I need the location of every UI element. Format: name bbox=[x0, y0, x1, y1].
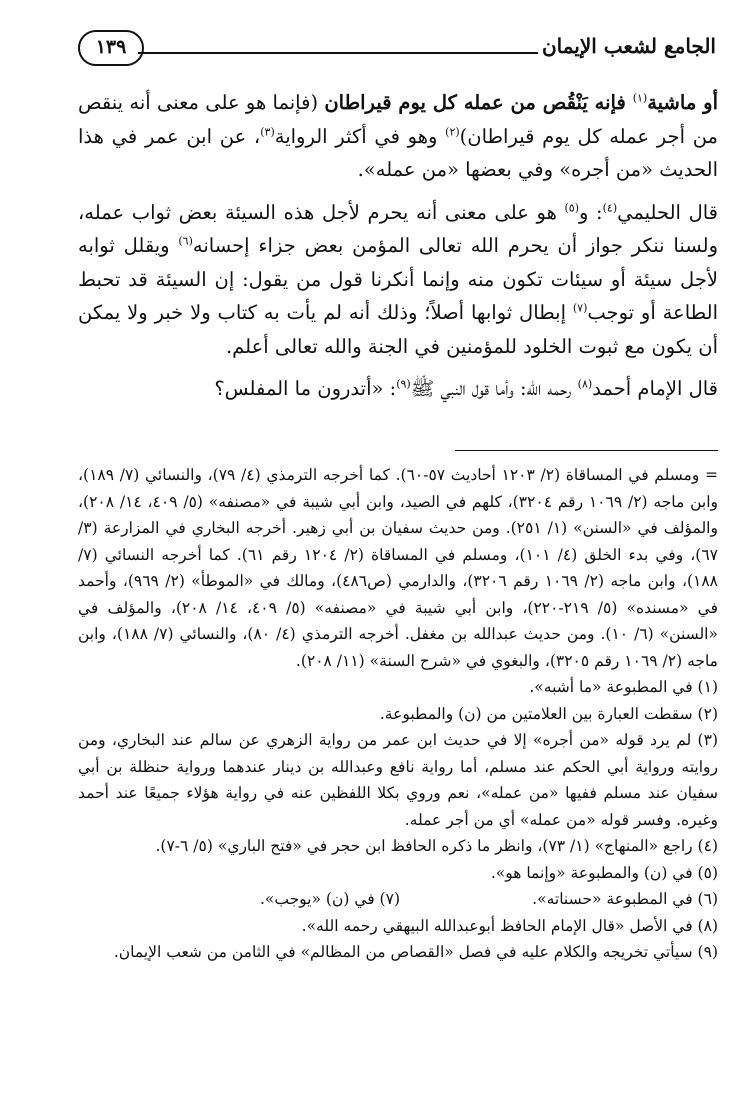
commentary-text: وهو في أكثر الرواية bbox=[274, 124, 446, 148]
footnotes bbox=[78, 462, 718, 966]
footnote-ref: (٥) bbox=[564, 201, 579, 214]
footnote-ref: (٣) bbox=[260, 125, 275, 138]
commentary-text: (فإنما هو على معنى أنه ينقص من أجر عمله كل يوم قيراطان) bbox=[78, 91, 718, 148]
footnote-ref: (٢) bbox=[445, 125, 460, 138]
footnote-row bbox=[78, 886, 718, 913]
header-rule bbox=[138, 52, 538, 54]
footnote-separator bbox=[455, 450, 718, 451]
commentary-text: قال الحليمي bbox=[617, 200, 719, 224]
footnote-4: (٤) راجع «المنهاج» (١/ ٧٣)، وانظر ما ذكره الحافظ ابن حجر في «فتح الباري» (٥/ ٦-٧). bbox=[155, 837, 718, 855]
commentary-text: قال الإمام أحمد bbox=[592, 377, 718, 400]
paragraph-3 bbox=[78, 372, 718, 406]
footnote-ref: (٨) bbox=[577, 377, 593, 391]
commentary-text: رحمه الله: وأما قول النبي ﷺ bbox=[410, 377, 578, 400]
commentary-text: : «أتدرون ما المفلس؟ bbox=[214, 377, 397, 400]
commentary-text: : و bbox=[579, 200, 603, 224]
footnote-ref: (٩) bbox=[396, 377, 411, 391]
footnote-ref: (٧) bbox=[572, 301, 588, 315]
commentary-text: هو على معنى أنه يحرم لأجل هذه السيئة بعض ثواب عمله، ولسنا ننكر جواز أن يحرم الله تعالى المؤمن بعض جزاء إحسانه bbox=[78, 200, 718, 257]
footnote-ref: (٦) bbox=[178, 234, 193, 248]
commentary-text: ويقلل ثوابه لأجل سيئة أو سيئات تكون منه وإنما أنكرنا قول من يقول: إن السيئة قد تحبط الطاعة أو توجب bbox=[78, 234, 718, 324]
commentary-text: ، عن ابن عمر في هذا الحديث «من أجره» وفي بعضها «من عمله». bbox=[78, 124, 718, 181]
footnote-3: (٣) لم يرد قوله «من أجره» إلا في حديث ابن عمر من رواية الزهري عن سالم عند البخاري، ومن روايته ورواية أبي الحكم عند مسلم، أما رواية نافع وعبدالله بن دينار عندهما ورواية حنظلة بن أبي سفيان عند مسلم ففيها «من عمله»، نعم وروي بكلا اللفظين عنه في رواية هؤلاء جميعًا عند أحمد وغيره. وفسر قوله «من عمله» أي من أجر عمله. bbox=[78, 731, 718, 829]
footnote-2: (٢) سقطت العبارة بين العلامتين من (ن) والمطبوعة. bbox=[379, 704, 718, 723]
footnote-6: (٦) في المطبوعة «حسناته». bbox=[532, 890, 718, 908]
page-number-badge: ١٣٩ bbox=[78, 30, 144, 66]
hadith-text: فإنه يَنْقُص من عمله كل يوم قيراطان bbox=[324, 91, 633, 114]
footnote-8: (٨) في الأصل «قال الإمام الحافظ أبوعبدالله البيهقي رحمه الله». bbox=[301, 916, 718, 935]
running-header bbox=[78, 30, 716, 70]
paragraph-1 bbox=[78, 86, 718, 187]
main-text bbox=[78, 86, 718, 406]
paragraph-2 bbox=[78, 196, 718, 364]
footnote-ref: (٤) bbox=[602, 201, 618, 214]
footnote-9: (٩) سيأتي تخريجه والكلام عليه في فصل «القصاص من المظالم» في الثامن من شعب الإيمان. bbox=[113, 943, 718, 961]
hadith-text: أو ماشية bbox=[647, 91, 718, 114]
footnote-7: (٧) في (ن) «يوجب». bbox=[259, 890, 400, 908]
footnote-5: (٥) في (ن) والمطبوعة «وإنما هو». bbox=[490, 863, 718, 882]
footnote-continuation: = ومسلم في المساقاة (٢/ ١٢٠٣ أحاديث ٥٧-٦٠). كما أخرجه الترمذي (٤/ ٧٩)، والنسائي (٧/ ١٨٩)، وابن ماجه (٢/ ١٠٦٩ رقم ٣٢٠٤)، كلهم في الصيد، وابن أبي شيبة في «مصنفه» (٥/ ٤٠٩، ١٤/ ٢٠٨)، والمؤلف في «السنن» (١/ ٢٥١). ومن حديث سفيان بن أبي زهير. أخرجه البخاري في المزارعة (٣/ ٦٧)، وفي بدء الخلق (٤/ ١٠١)، ومسلم في المساقاة (٢/ ١٢٠٤ رقم ٦١). كما أخرجه النسائي (٧/ ١٨٨)، وابن ماجه (٢/ ١٠٦٩ رقم ٣٢٠٦)، والدارمي (ص٤٨٦)، ومالك في «الموطأ» (٢/ ٩٦٩)، وأحمد في «مسنده» (٥/ ٢١٩-٢٢٠)، وابن أبي شيبة في «مصنفه» (٥/ ٤٠٩، ١٤/ ٢٠٨)، والمؤلف في «السنن» (٦/ ١٠). ومن حديث عبدالله بن مغفل. أخرجه الترمذي (٤/ ٨٠)، والنسائي (٧/ ١٨٨)، وابن ماجه (٢/ ١٠٦٩ رقم ٣٢٠٥)، والبغوي في «شرح السنة» (١١/ ٢٠٨). bbox=[78, 466, 718, 670]
footnote-1: (١) في المطبوعة «ما أشبه». bbox=[529, 678, 718, 696]
header-title: الجامع لشعب الإيمان bbox=[541, 34, 716, 58]
footnote-ref: (١) bbox=[632, 91, 648, 105]
commentary-text: إبطال ثوابها أصلاً؛ وذلك أنه لم يأت به كتاب ولا خبر ولا يمكن أن يكون مع ثبوت الخلود للمؤمنين في الجنة والله تعالى أعلم. bbox=[78, 301, 718, 358]
